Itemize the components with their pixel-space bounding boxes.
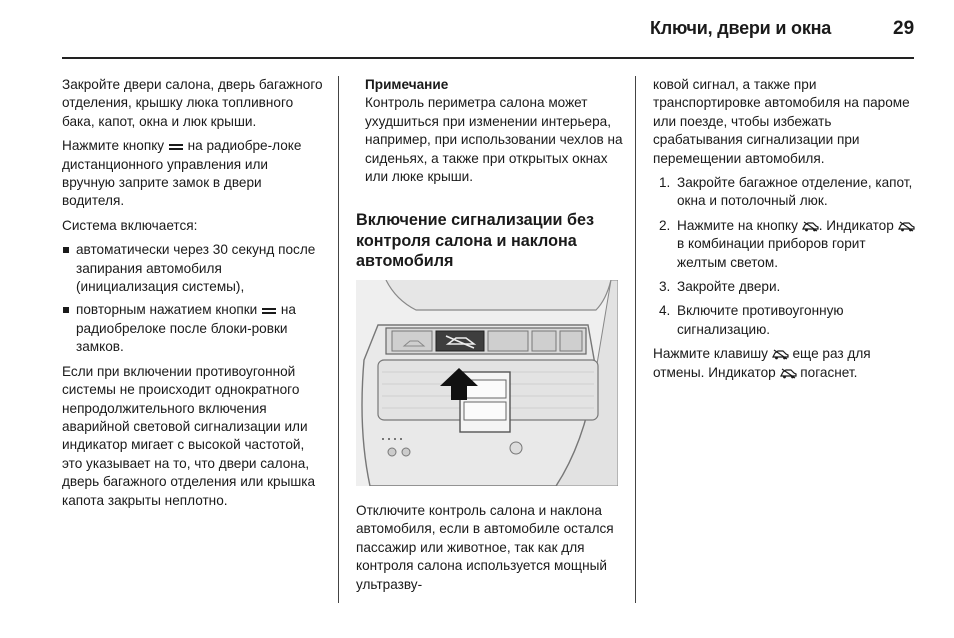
header-rule: [62, 57, 914, 59]
step-number: 3.: [659, 279, 671, 295]
step-number: 2.: [659, 217, 671, 233]
car-alarm-icon: [898, 221, 915, 232]
interior-monitoring-button-figure: [356, 280, 618, 486]
step-text: Закройте багажное отделение, капот, окна и потолочный люк.: [677, 175, 913, 209]
right-column: [653, 76, 915, 388]
step-number: 4.: [659, 303, 671, 319]
key-fob-lock-icon: [169, 142, 183, 152]
bullet-icon: [63, 247, 69, 253]
note-title: Примечание: [365, 77, 449, 92]
page-number: 29: [893, 18, 915, 39]
overhead-console-illustration: [356, 280, 618, 486]
note-text: Контроль периметра салона может ухудшиться при изменении интерьера, например, при использовании чехлов на сиденьях, а также при открытых окнах или люке крыши.: [365, 95, 623, 185]
list-item: [62, 241, 324, 296]
list-item: [653, 174, 915, 211]
list-item-text-a: повторным нажатием кнопки: [76, 302, 258, 318]
activation-list: [62, 241, 324, 356]
left-column: [62, 76, 324, 516]
paragraph-cancel: [653, 345, 915, 382]
step-text-c: в комбинации приборов горит желтым светом.: [677, 236, 866, 270]
paragraph-press-button-a: Нажмите кнопку: [62, 138, 165, 154]
list-item-text-b: на радиобрелоке после блоки-ровки замков.: [76, 302, 296, 355]
step-number: 1.: [659, 175, 671, 191]
paragraph-press-button: [62, 137, 324, 211]
step-text: Закройте двери.: [677, 279, 781, 295]
cancel-text-c: погаснет.: [800, 364, 858, 380]
column-divider-left: [338, 76, 339, 603]
section-title: Ключи, двери и окна: [650, 18, 832, 38]
car-alarm-icon: [780, 368, 797, 379]
key-fob-lock-icon: [262, 306, 276, 316]
middle-column: [365, 76, 623, 192]
car-alarm-icon: [802, 221, 819, 232]
step-text: Включите противоугонную сигнализацию.: [677, 303, 844, 337]
paragraph-system-activates: Система включается:: [62, 217, 198, 233]
list-item: [653, 278, 915, 296]
cancel-text-b: еще раз для отмены. Индикатор: [653, 346, 871, 380]
middle-column-lower: [356, 502, 622, 600]
section-heading: Включение сигнализации без контроля салона и наклона автомобиля: [356, 211, 595, 270]
paragraph-ultrasonic: ковой сигнал, а также при транспортировке автомобиля на пароме или поезде, чтобы избежать срабатывания сигнализации при перемещении автомобиля.: [653, 77, 910, 166]
paragraph-close-doors: Закройте двери салона, дверь багажного отделения, крышку люка топливного бака, капот, окна и люк крыши.: [62, 77, 323, 129]
list-item: [62, 301, 324, 356]
steps-list: [653, 174, 915, 339]
car-alarm-icon: [772, 349, 789, 360]
bullet-icon: [63, 307, 69, 313]
paragraph-disable-monitoring: Отключите контроль салона и наклона автомобиля, если в автомобиле остался пассажир или животное, так как для контроля салона используется мощный ультразву-: [356, 503, 614, 592]
paragraph-warning: Если при включении противоугонной системы не происходит однократного непродолжительного включения аварийной световой сигнализации или индикатор мигает с высокой частотой, это указывает на то, что двери салона, дверь багажного отделения или крышка капота закрыты неплотно.: [62, 363, 316, 508]
column-divider-right: [635, 76, 636, 603]
step-text-a: Нажмите на кнопку: [677, 217, 798, 233]
middle-heading-block: [356, 200, 622, 286]
paragraph-press-button-b: на радиобре-локе дистанционного управления или вручную заприте замок в двери водителя.: [62, 138, 302, 209]
list-item: [653, 217, 915, 272]
list-item-text: автоматически через 30 секунд после запирания автомобиля (инициализация системы),: [76, 242, 316, 295]
cancel-text-a: Нажмите клавишу: [653, 346, 768, 362]
list-item: [653, 302, 915, 339]
step-text-b: . Индикатор: [818, 217, 894, 233]
